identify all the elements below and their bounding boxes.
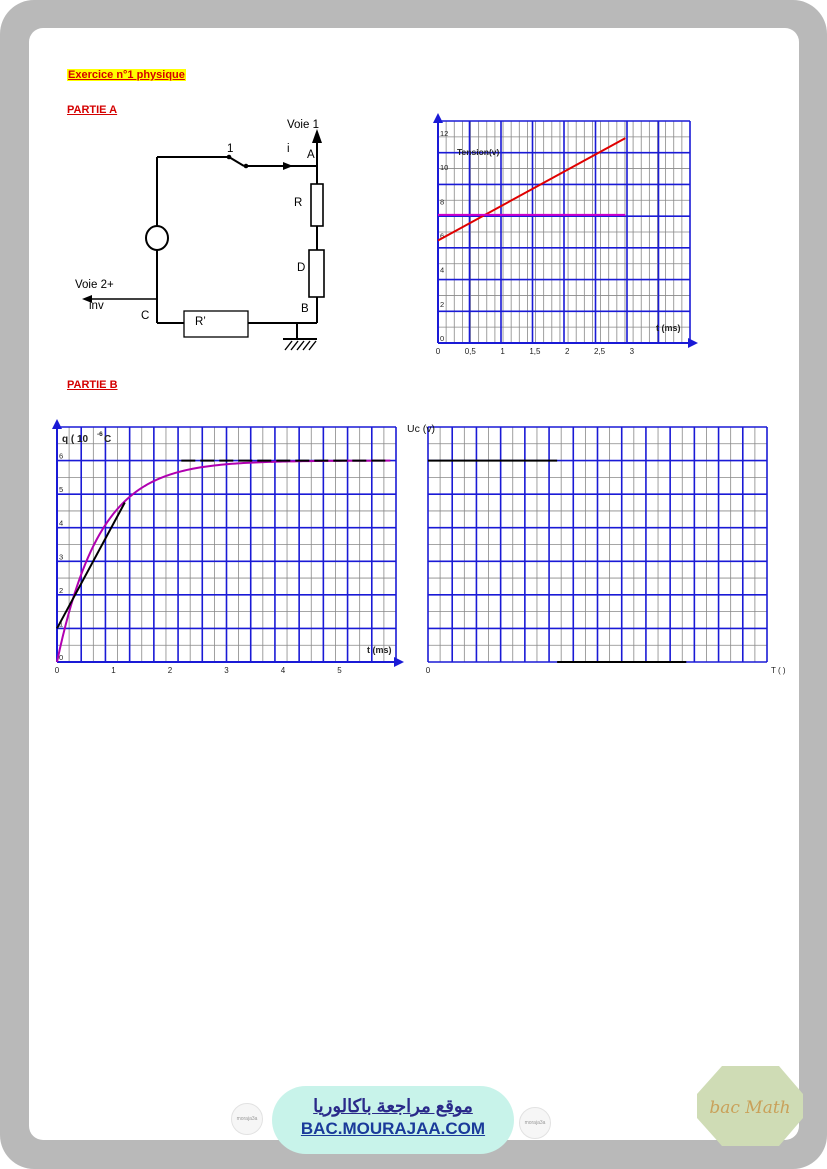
current-label: i: [287, 143, 290, 155]
chart2-title: Uc (v): [407, 423, 435, 435]
chart1-y-tick-label: 6: [59, 451, 64, 461]
part-a-heading: PARTIE A: [67, 104, 118, 116]
chart1-x-tick-label: 0: [54, 666, 60, 675]
bac-math-logo: [697, 1066, 803, 1146]
chart1-ylabel: q ( 10: [62, 434, 89, 445]
exercise-title: Exercice n°1 physique: [68, 69, 185, 81]
chart0-x-tick-label: 2,5: [593, 347, 606, 356]
chart1-x-tick-label: 3: [224, 666, 229, 675]
chart0-xlabel: t (ms): [656, 323, 681, 333]
node-b-label: B: [301, 303, 309, 315]
chart2-xlabel: T ( ): [771, 666, 786, 675]
chart1-y-tick-label: 4: [59, 518, 64, 528]
node-a-label: A: [307, 149, 315, 161]
node-c-label: C: [141, 310, 150, 322]
chart0-y-arrow: [433, 113, 443, 123]
resistor-r-label: R: [294, 197, 303, 209]
chart1-y-tick-label: 3: [59, 552, 64, 562]
chart0-x-tick-label: 0: [435, 347, 441, 356]
chart0-y-tick-label: 4: [440, 265, 445, 275]
chart1-x-tick-label: 5: [337, 666, 342, 675]
chart1-series-tangent: [57, 503, 125, 629]
chart1-y-tick-label: 5: [59, 485, 64, 495]
chart0-x-tick-label: 1,5: [529, 347, 541, 356]
chart0-x-tick-label: 3: [629, 347, 635, 356]
chart1-x-tick-label: 1: [111, 666, 116, 675]
chart0-y-tick-label: 12: [440, 129, 449, 139]
chart1-y-tick-label: 0: [59, 653, 64, 662]
site-url[interactable]: BAC.MOURAJAA.COM: [300, 1119, 486, 1138]
switch-label: 1: [227, 143, 234, 155]
chart0-x-tick-label: 1: [500, 347, 505, 356]
chart0-y-tick-label: 10: [440, 163, 449, 173]
chart0-y-tick-label: 6: [440, 231, 445, 241]
chart1-ylabel-unit: C: [104, 434, 112, 445]
inv-label: inv: [89, 300, 104, 312]
chart1-y-arrow: [52, 419, 62, 429]
site-logo-left: moraja3a: [231, 1103, 263, 1135]
chart0-x-arrow: [688, 338, 698, 348]
chart1-x-tick-label: 4: [280, 666, 286, 675]
chart0-x-tick-label: 2: [565, 347, 570, 356]
chart0-x-tick-label: 0,5: [464, 347, 476, 356]
part-b-heading: PARTIE B: [67, 379, 118, 391]
site-arabic-name: موقع مراجعة باكالوريا: [313, 1096, 473, 1116]
site-banner[interactable]: [272, 1086, 514, 1154]
chart1-xlabel: t (ms): [367, 645, 392, 655]
site-logo-right: moraja3a: [519, 1107, 551, 1139]
chart0-title: Tension(v): [457, 147, 500, 157]
chart0-y-tick-label: 0: [440, 334, 445, 343]
voie2-label: Voie 2+: [75, 279, 114, 291]
resistor-r2-label: R’: [195, 316, 206, 328]
chart1-y-tick-label: 2: [59, 585, 64, 595]
chart2-x-tick-label: 0: [425, 666, 431, 675]
component-d-label: D: [297, 262, 306, 274]
chart0-y-tick-label: 2: [440, 299, 445, 309]
chart1-x-tick-label: 2: [167, 666, 173, 675]
chart0-y-tick-label: 8: [440, 197, 445, 207]
voie1-label: Voie 1: [287, 119, 319, 131]
chart1-y-tick-label: 1: [59, 619, 64, 629]
chart1-x-arrow: [394, 657, 404, 667]
chart1-ylabel-exp: -6: [97, 431, 103, 438]
bac-math-text: bac Math: [709, 1098, 791, 1118]
